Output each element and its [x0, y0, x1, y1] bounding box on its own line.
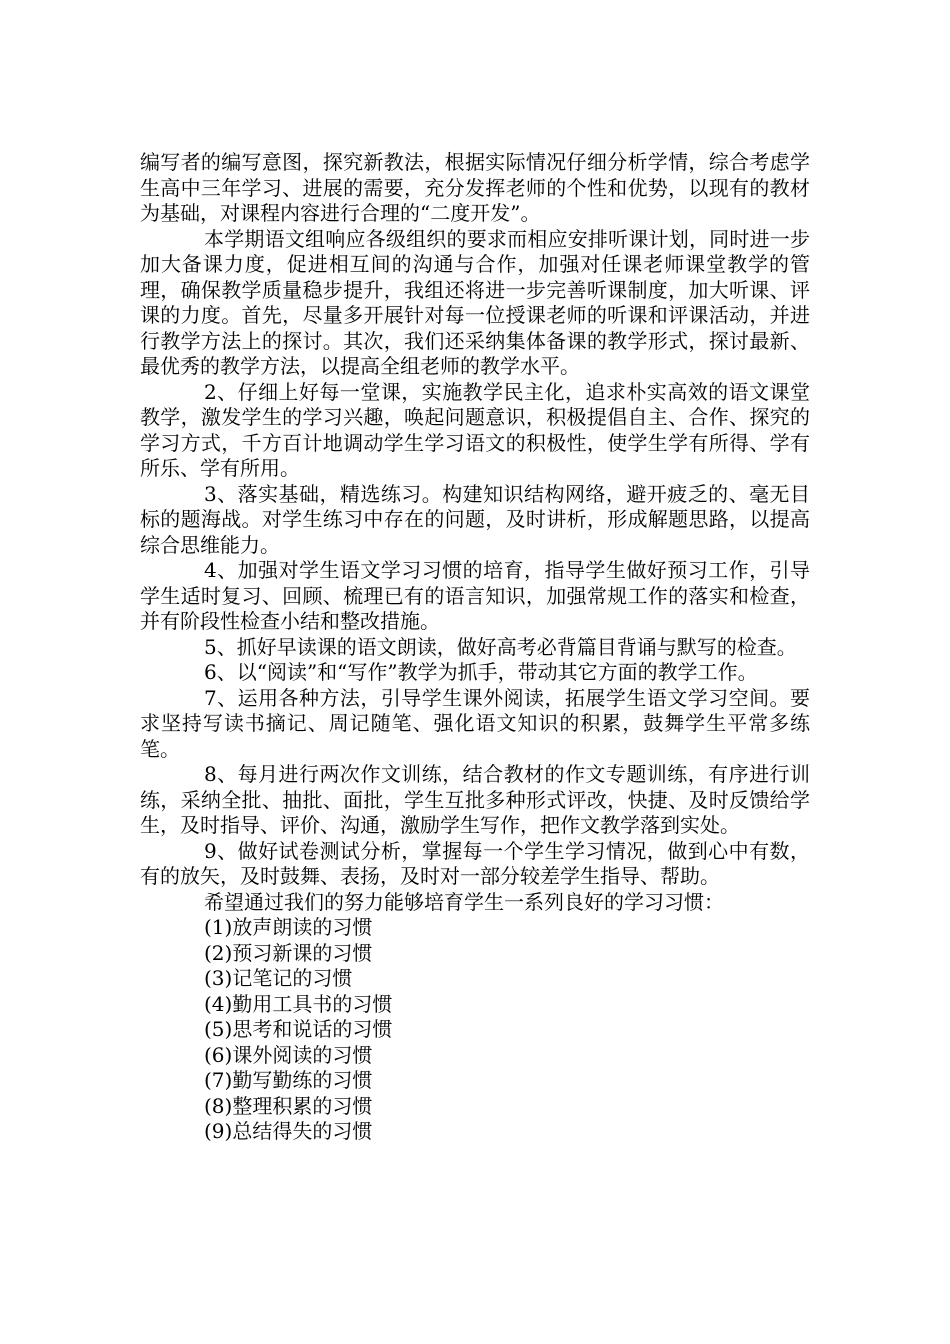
habits-intro: 希望通过我们的努力能够培育学生一系列良好的学习习惯： [204, 889, 724, 914]
habit-item: (3)记笔记的习惯 [204, 966, 353, 990]
habit-item: (8)整理积累的习惯 [204, 1093, 373, 1118]
habit-item: (7)勤写勤练的习惯 [204, 1068, 373, 1092]
paragraph-8: 7、运用各种方法，引导学生课外阅读，拓展学生语文学习空间。要求坚持写读书摘记、周记随笔、强化语文知识的积累，鼓舞学生平常多练笔。 [140, 685, 810, 761]
paragraph-9: 8、每月进行两次作文训练，结合教材的作文专题训练，有序进行训练，采纳全批、抽批、面批，学生互批多种形式评改，快捷、及时反馈给学生，及时指导、评价、沟通，激励学生写作，把作文教学落到实处。 [140, 762, 810, 837]
habit-item: (9)总结得失的习惯 [204, 1119, 373, 1143]
habit-item: (4)勤用工具书的习惯 [204, 991, 393, 1016]
paragraph-10: 9、做好试卷测试分析，掌握每一个学生学习情况，做到心中有数，有的放矢，及时鼓舞、表扬，及时对一部分较差学生指导、帮助。 [140, 838, 810, 888]
document-page [140, 150, 810, 1145]
habits-list [140, 915, 810, 1145]
habit-item: (6)课外阅读的习惯 [204, 1042, 373, 1067]
paragraph-1: 编写者的编写意图，探究新教法，根据实际情况仔细分析学情，综合考虑学生高中三年学习、进展的需要，充分发挥老师的个性和优势，以现有的教材为基础，对课程内容进行合理的“二度开发”。 [140, 150, 810, 225]
paragraph-7: 6、以“阅读”和“写作”教学为抓手，带动其它方面的教学工作。 [204, 660, 758, 684]
habit-item: (1)放声朗读的习惯 [204, 915, 373, 939]
paragraph-3: 2、仔细上好每一堂课，实施教学民主化，追求朴实高效的语文课堂教学，激发学生的学习兴趣，唤起问题意识，积极提倡自主、合作、探究的学习方式，千方百计地调动学生学习语文的积极性，使学生学有所得、学有所乐、学有所用。 [140, 379, 810, 480]
paragraph-2: 本学期语文组响应各级组织的要求而相应安排听课计划，同时进一步加大备课力度，促进相互间的沟通与合作，加强对任课老师课堂教学的管理，确保教学质量稳步提升，我组还将进一步完善听课制度，加大听课、评课的力度。首先，尽量多开展针对每一位授课老师的听课和评课活动，并进行教学方法上的探讨。其次，我们还采纳集体备课的教学形式，探讨最新、最优秀的教学方法，以提高全组老师的教学水平。 [140, 226, 810, 378]
paragraph-4: 3、落实基础，精选练习。构建知识结构网络，避开疲乏的、毫无目标的题海战。对学生练习中存在的问题，及时讲析，形成解题思路，以提高综合思维能力。 [140, 481, 810, 557]
habit-item: (5)思考和说话的习惯 [204, 1017, 393, 1041]
paragraph-6: 5、抓好早读课的语文朗读，做好高考必背篇目背诵与默写的检查。 [204, 634, 797, 659]
paragraph-5: 4、加强对学生语文学习习惯的培育，指导学生做好预习工作，引导学生适时复习、回顾、梳理已有的语言知识，加强常规工作的落实和检查，并有阶段性检查小结和整改措施。 [140, 558, 810, 633]
habit-item: (2)预习新课的习惯 [204, 940, 373, 965]
